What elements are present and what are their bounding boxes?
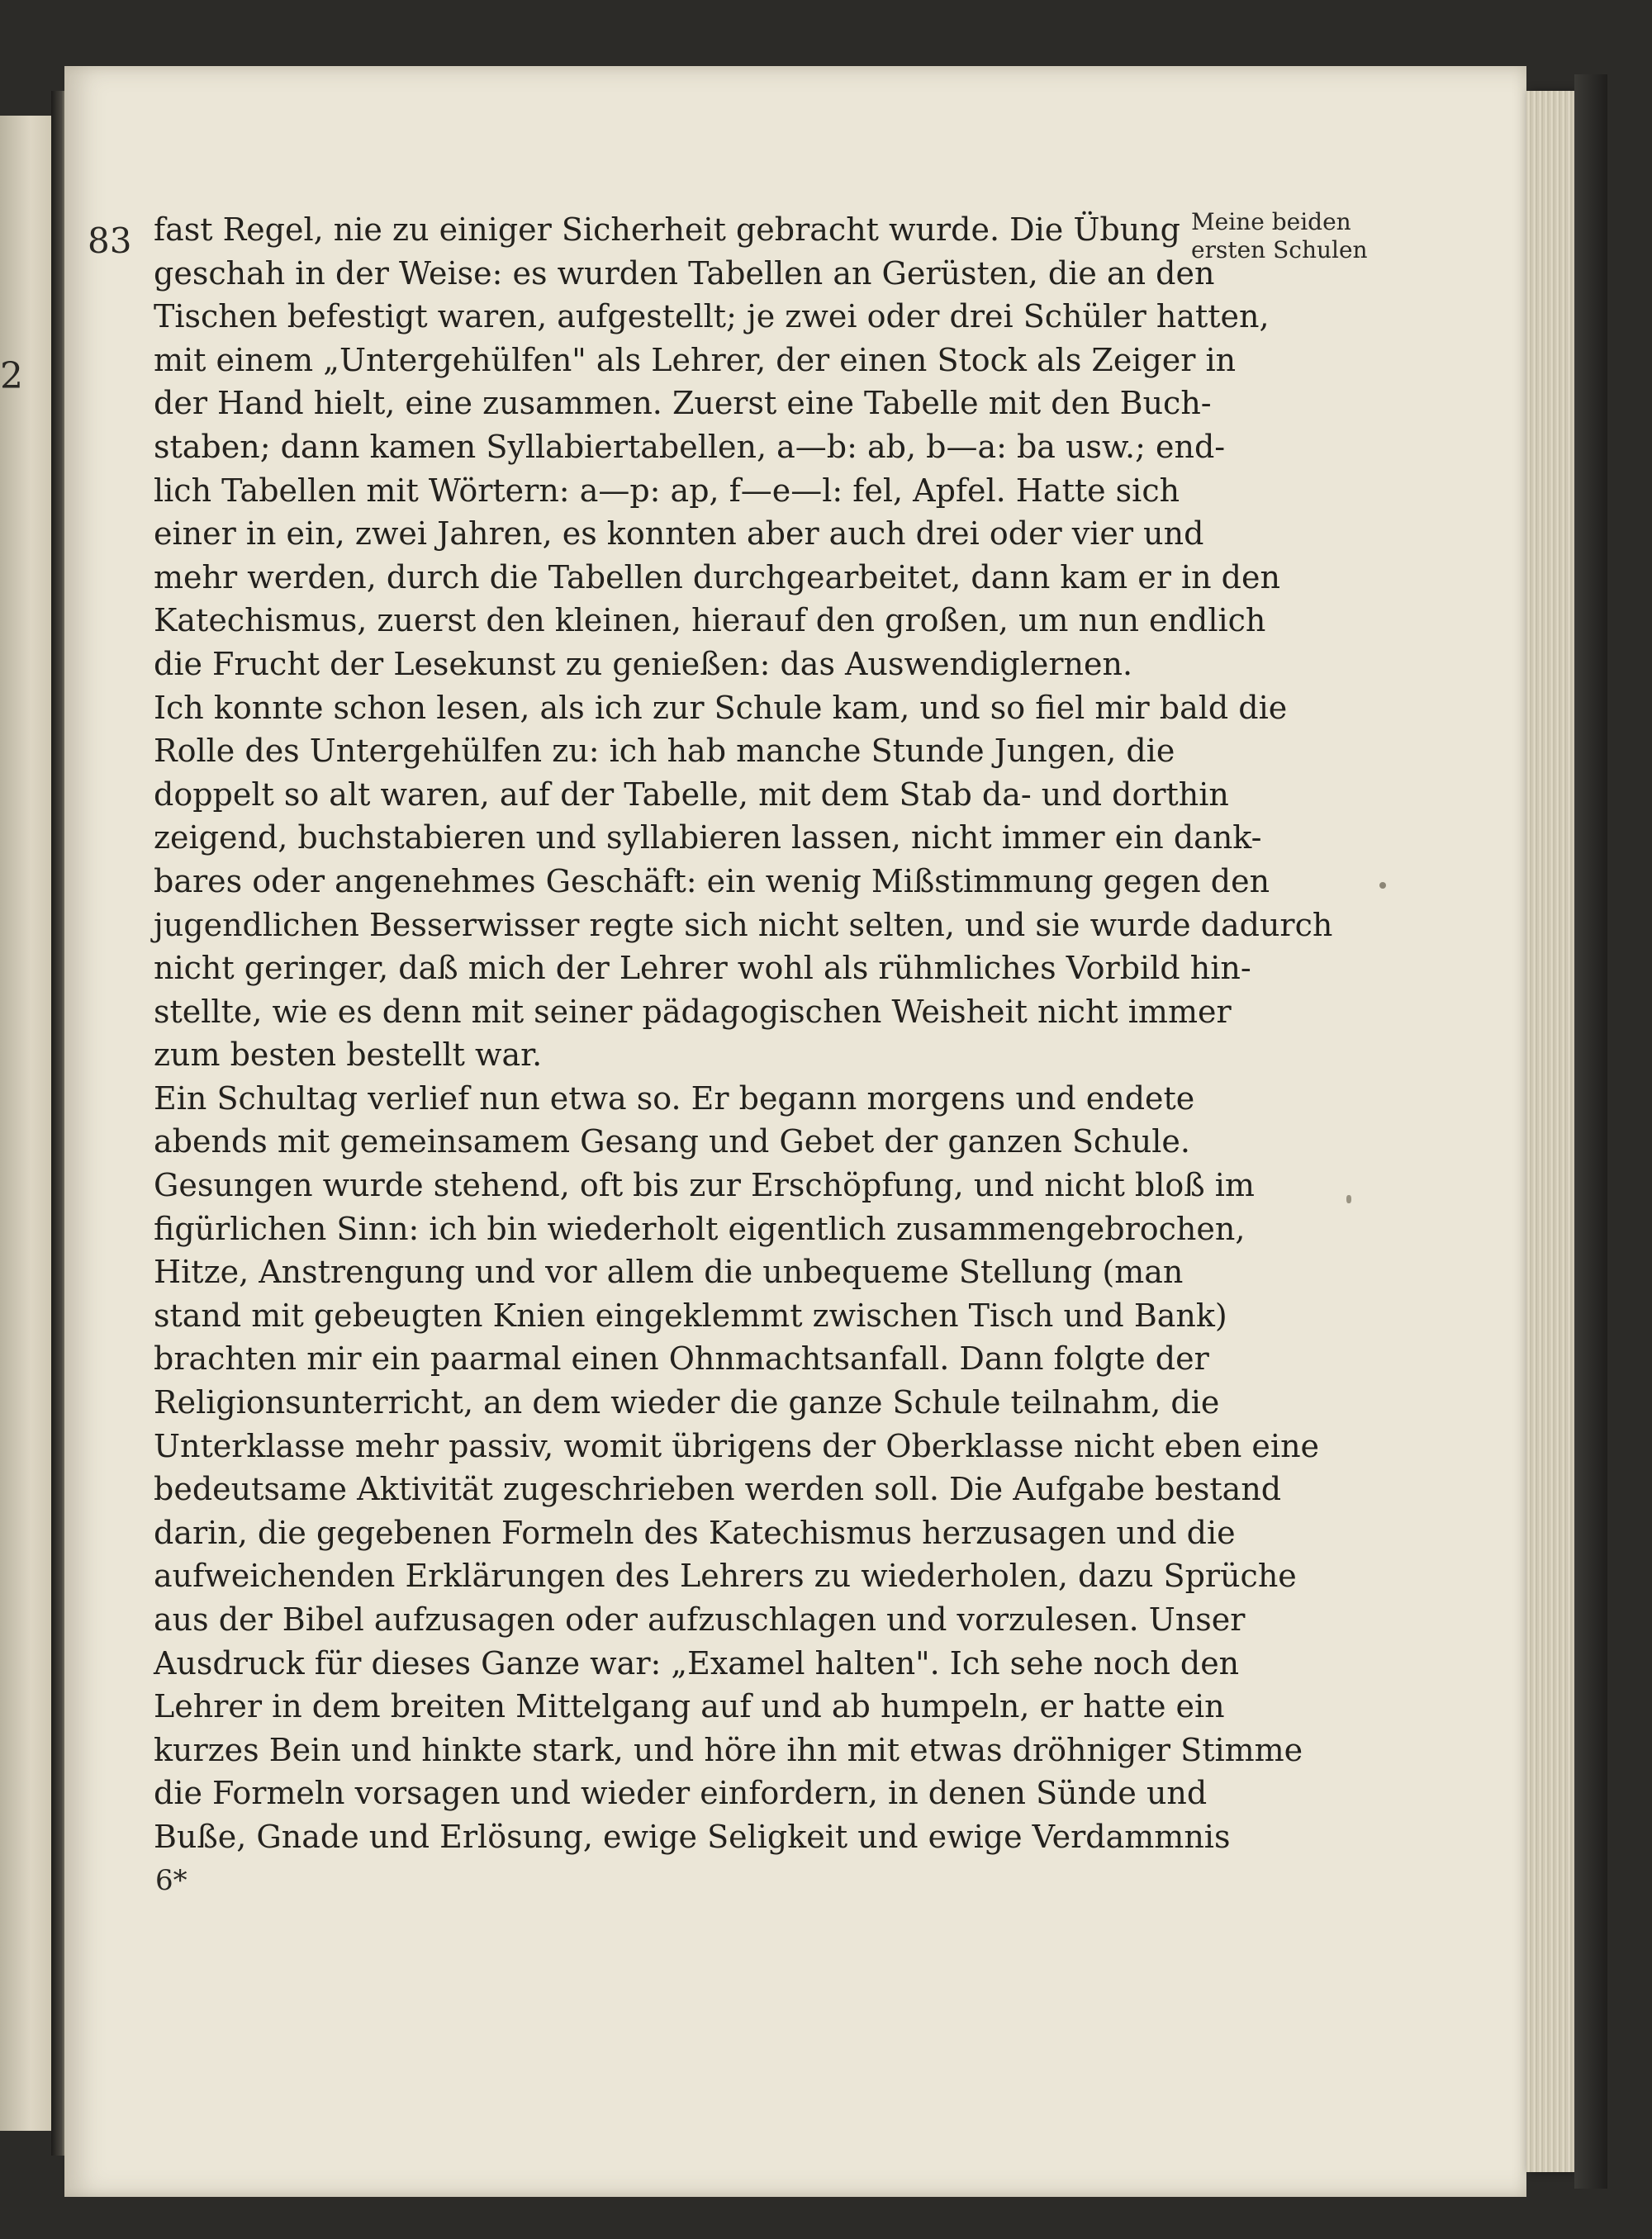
- margin-note-line: ersten Schulen: [1191, 236, 1368, 263]
- text-line: Katechismus, zuerst den kleinen, hierauf den großen, um nun endlich: [154, 602, 1266, 639]
- text-line: der Hand hielt, eine zusammen. Zuerst eine Tabelle mit den Buch-: [154, 385, 1212, 422]
- text-line: Unterklasse mehr passiv, womit übrigens der Oberklasse nicht eben eine: [154, 1427, 1320, 1464]
- text-line: zum besten bestellt war.: [154, 1036, 543, 1074]
- line-number: 83: [88, 221, 132, 261]
- margin-note-line: Meine beiden: [1191, 208, 1351, 235]
- text-line: stellte, wie es denn mit seiner pädagogischen Weisheit nicht immer: [154, 993, 1232, 1030]
- text-line: mit einem „Untergehülfen" als Lehrer, der einen Stock als Zeiger in: [154, 341, 1237, 378]
- text-line: Buße, Gnade und Erlösung, ewige Seligkeit und ewige Verdammnis: [154, 1818, 1231, 1855]
- text-line: nicht geringer, daß mich der Lehrer wohl als rühmliches Vorbild hin-: [154, 950, 1251, 987]
- paper-speck: [1379, 882, 1386, 889]
- margin-note: [1191, 208, 1389, 264]
- text-line: darin, die gegebenen Formeln des Katechismus herzusagen und die: [154, 1514, 1236, 1551]
- cover-edge: [1574, 74, 1607, 2189]
- text-line: kurzes Bein und hinkte stark, und höre ihn mit etwas dröhniger Stimme: [154, 1731, 1303, 1768]
- text-line: einer in ein, zwei Jahren, es konnten aber auch drei oder vier und: [154, 515, 1204, 553]
- text-line: Ausdruck für dieses Ganze war: „Examel halten". Ich sehe noch den: [154, 1644, 1240, 1682]
- text-line: die Formeln vorsagen und wieder einfordern, in denen Sünde und: [154, 1775, 1208, 1812]
- text-line: staben; dann kamen Syllabiertabellen, a—b: ab, b—a: ba usw.; end-: [154, 428, 1226, 465]
- text-line: figürlichen Sinn: ich bin wiederholt eigentlich zusammengebrochen,: [154, 1210, 1246, 1247]
- text-line: aus der Bibel aufzusagen oder aufzuschlagen und vorzulesen. Unser: [154, 1601, 1246, 1638]
- left-page-edge: [0, 116, 51, 2131]
- text-line: Ich konnte schon lesen, als ich zur Schule kam, und so fiel mir bald die: [154, 689, 1288, 726]
- signature-mark: 6*: [155, 1863, 188, 1897]
- text-line: Gesungen wurde stehend, oft bis zur Erschöpfung, und nicht bloß im: [154, 1167, 1255, 1204]
- text-line: Hitze, Anstrengung und vor allem die unbequeme Stellung (man: [154, 1254, 1184, 1291]
- text-line: mehr werden, durch die Tabellen durchgearbeitet, dann kam er in den: [154, 558, 1280, 595]
- text-line: fast Regel, nie zu einiger Sicherheit gebracht wurde. Die Übung: [154, 211, 1180, 248]
- text-line: Ein Schultag verlief nun etwa so. Er begann morgens und endete: [154, 1079, 1195, 1117]
- text-line: geschah in der Weise: es wurden Tabellen an Gerüsten, die an den: [154, 254, 1215, 292]
- text-line: jugendlichen Besserwisser regte sich nicht selten, und sie wurde dadurch: [154, 906, 1333, 943]
- text-line: bares oder angenehmes Geschäft: ein wenig Mißstimmung gegen den: [154, 862, 1270, 899]
- text-line: zeigend, buchstabieren und syllabieren lassen, nicht immer ein dank-: [154, 819, 1262, 856]
- text-line: aufweichenden Erklärungen des Lehrers zu wiederholen, dazu Sprüche: [154, 1558, 1297, 1595]
- text-line: brachten mir ein paarmal einen Ohnmachtsanfall. Dann folgte der: [154, 1340, 1209, 1378]
- text-line: stand mit gebeugten Knien eingeklemmt zwischen Tisch und Bank): [154, 1297, 1227, 1334]
- text-line: die Frucht der Lesekunst zu genießen: das Auswendiglernen.: [154, 645, 1133, 682]
- text-line: doppelt so alt waren, auf der Tabelle, mit dem Stab da- und dorthin: [154, 776, 1229, 813]
- text-line: abends mit gemeinsamem Gesang und Gebet der ganzen Schule.: [154, 1123, 1190, 1160]
- left-page-fragment: 2: [0, 355, 23, 397]
- text-line: lich Tabellen mit Wörtern: a—p: ap, f—e—l: fel, Apfel. Hatte sich: [154, 472, 1180, 509]
- text-line: Tischen befestigt waren, aufgestellt; je zwei oder drei Schüler hatten,: [154, 298, 1270, 335]
- text-line: Lehrer in dem breiten Mittelgang auf und ab humpeln, er hatte ein: [154, 1688, 1225, 1725]
- text-line: bedeutsame Aktivität zugeschrieben werden soll. Die Aufgabe bestand: [154, 1471, 1282, 1508]
- paper-speck: [1346, 1195, 1351, 1203]
- page-edges: [1526, 91, 1574, 2172]
- text-line: Religionsunterricht, an dem wieder die ganze Schule teilnahm, die: [154, 1384, 1220, 1421]
- text-line: Rolle des Untergehülfen zu: ich hab manche Stunde Jungen, die: [154, 733, 1175, 770]
